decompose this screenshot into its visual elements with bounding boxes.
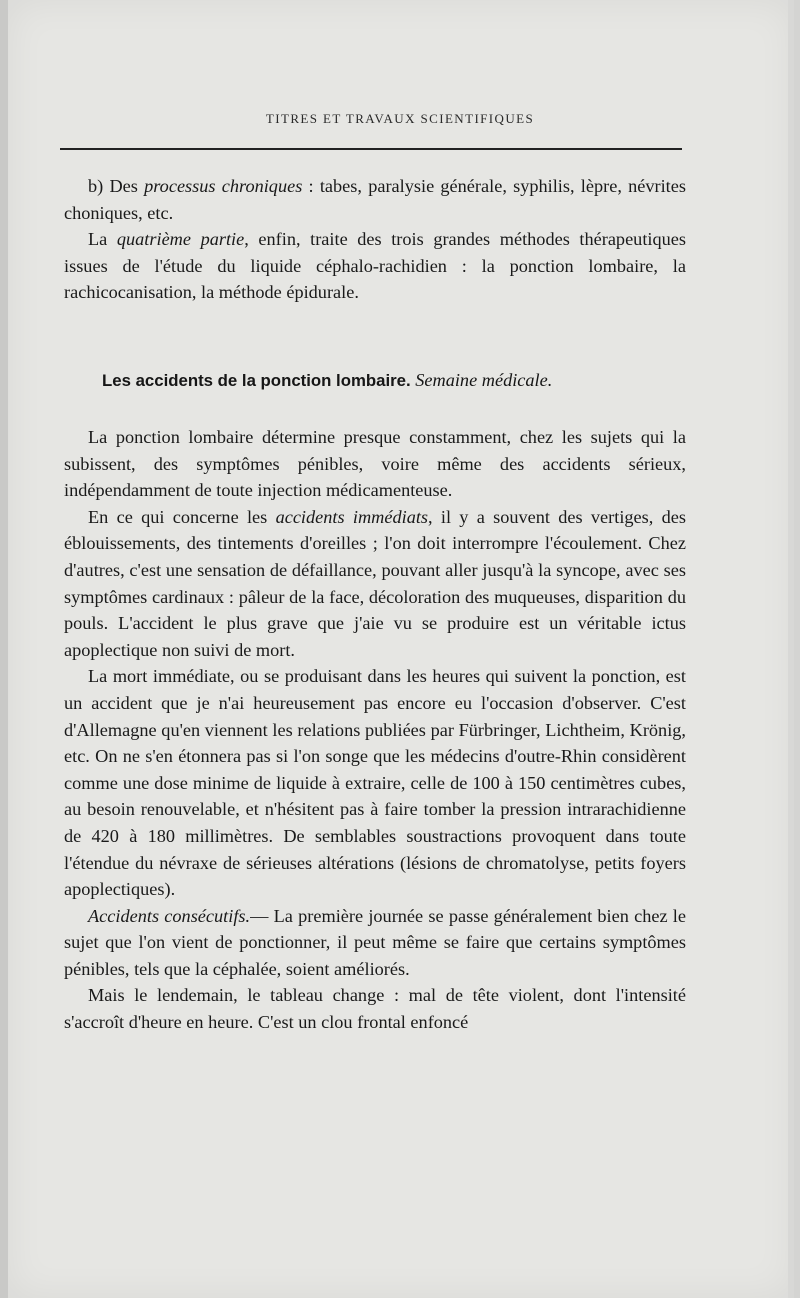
intro-p2-rest: , enfin, traite des trois grandes méthodes thérapeutiques issues de l'étude du liquide céphalo-rachidien : la ponction lombaire, la rachicocanisation, la méthode épidurale.	[64, 229, 686, 303]
intro-p2-prefix: La	[88, 229, 117, 250]
intro-text	[64, 173, 686, 306]
intro-p1-italic: processus chroniques	[144, 176, 303, 196]
page-gutter-left	[0, 0, 8, 1298]
body-paragraph-4	[64, 903, 686, 983]
intro-p1-rest: : tabes, paralysie générale, syphilis, lèpre, névrites choniques, etc.	[64, 176, 686, 223]
body-paragraph-5: Mais le lendemain, le tableau change : mal de tête violent, dont l'intensité s'accroît d'heure en heure. C'est un clou frontal enfoncé	[64, 985, 686, 1033]
intro-p1-prefix: b) Des	[88, 176, 145, 196]
body-text	[64, 424, 686, 1036]
intro-paragraph-1	[64, 173, 686, 226]
section-title: Les accidents de la ponction lombaire.	[102, 371, 411, 390]
body-paragraph-2	[64, 504, 686, 664]
header-rule	[60, 148, 682, 150]
intro-p2-italic: quatrième partie	[116, 229, 245, 250]
body-p4-rest: — La première journée se passe généralement bien chez le sujet que l'on vient de ponctionner, il peut même se faire que certains symptômes pénibles, tels que la céphalée, soient améliorés.	[64, 905, 687, 979]
body-paragraph-3: La mort immédiate, ou se produisant dans les heures qui suivent la ponction, est un accident que je n'ai heureusement pas encore eu l'occasion d'observer. C'est d'Allemagne qu'en viennent les relations publiées par Fürbringer, Lichtheim, Krönig, etc. On ne s'en étonnera pas si l'on songe que les médecins d'outre-Rhin considèrent comme une dose minime de liquide à extraire, celle de 100 à 150 centimètres cubes, au besoin renouvelable, et n'hésitent pas à faire tomber la pression intrarachidienne de 420 à 180 millimètres. De semblables soustractions provoquent dans toute l'étendue du névraxe de sérieuses altérations (lésions de chromatolyse, petits foyers apoplectiques).	[64, 666, 686, 900]
body-p2-italic: accidents immédiats	[275, 506, 429, 527]
section-heading	[64, 367, 686, 394]
body-p2-prefix: En ce qui concerne les	[88, 506, 276, 527]
section-source: Semaine médicale.	[415, 370, 553, 390]
page-edge-right	[788, 0, 794, 1298]
body-p2-rest: , il y a souvent des vertiges, des éblouissements, des tintements d'oreilles ; l'on doit interrompre l'écoulement. Chez d'autres, c'est une sensation de défaillance, pouvant aller jusqu'à la syncope, avec ses symptômes cardinaux : pâleur de la face, décoloration des muqueuses, disparition du pouls. L'accident le plus grave que j'aie vu se produire est un véritable ictus apoplectique non suivi de mort.	[64, 506, 686, 660]
body-p4-italic: Accidents consécutifs.	[88, 905, 251, 926]
intro-paragraph-2	[64, 226, 686, 306]
body-paragraph-1: La ponction lombaire détermine presque constamment, chez les sujets qui la subissent, des symptômes pénibles, voire même des accidents sérieux, indépendamment de toute injection médicamenteuse.	[64, 427, 686, 501]
running-title: TITRES ET TRAVAUX SCIENTIFIQUES	[265, 111, 535, 126]
